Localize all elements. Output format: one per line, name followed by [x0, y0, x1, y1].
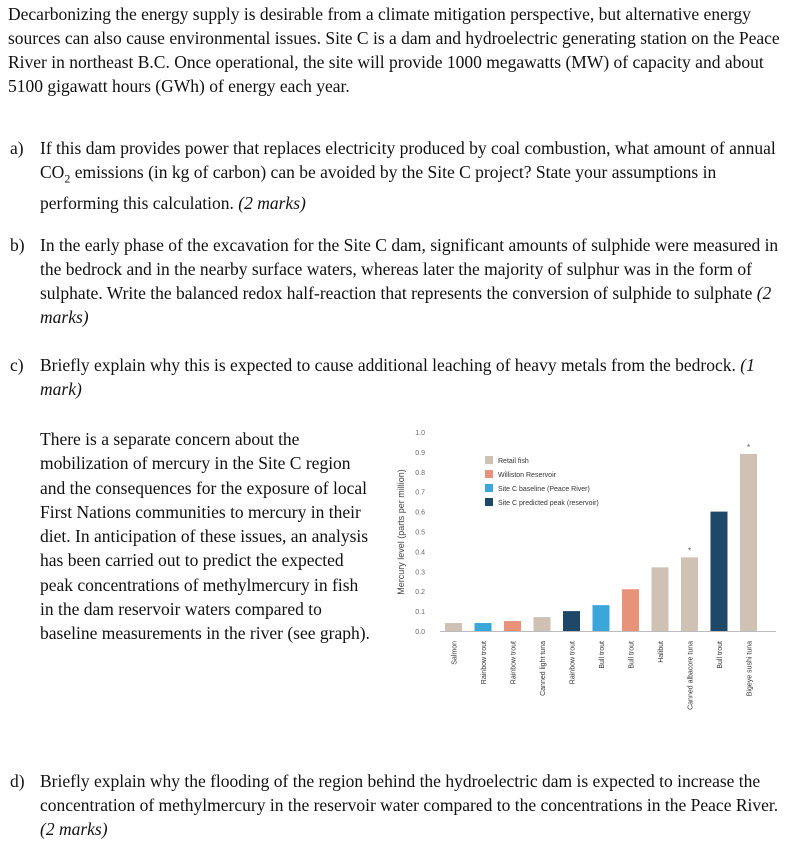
y-tick-label: 0.9 [415, 449, 425, 457]
legend-swatch [485, 470, 493, 478]
y-tick-label: 0.5 [415, 529, 425, 537]
mercury-bar-chart [388, 420, 788, 710]
bar-star-marker: * [687, 546, 692, 556]
chart-bar [593, 605, 610, 631]
chart-bar [622, 589, 639, 631]
question-c-marks: (1 mark) [40, 355, 755, 399]
chart-bar [475, 623, 492, 631]
question-b-marks: (2 marks) [40, 283, 772, 327]
y-tick-label: 1.0 [415, 430, 425, 437]
y-tick-label: 0.0 [415, 629, 425, 636]
chart-bar [711, 512, 728, 631]
x-tick-label: Halibut [658, 641, 665, 663]
legend-label: Site C baseline (Peace River) [498, 486, 590, 493]
y-tick-label: 0.6 [415, 509, 425, 517]
x-tick-label: Bull trout [628, 641, 636, 669]
question-a-label: a) [10, 138, 24, 158]
question-c-text: Briefly explain why this is expected to cause additional leaching of heavy metals from the bedrock. (1 mark) [40, 355, 755, 399]
bar-star-marker: * [746, 442, 751, 452]
legend-label: Williston Reservoir [498, 472, 556, 479]
legend-swatch [485, 498, 493, 506]
legend-label: Retail fish [498, 458, 529, 465]
chart-bar [681, 557, 698, 631]
x-tick-label: Rainbow trout [481, 641, 488, 685]
question-a-text: If this dam provides power that replaces electricity produced by coal combustion, what amount of annual $CO_2$ emissions (in kg of carbon) can be avoided by the Site C project? State your assumptions in performing this calculation. (2 marks) [40, 138, 776, 213]
x-tick-label: Bigeye sushi tuna [746, 641, 754, 697]
question-d-label: d) [10, 771, 25, 791]
y-tick-label: 0.7 [415, 489, 425, 497]
chart-bar [563, 611, 580, 631]
legend-swatch [485, 456, 493, 464]
x-tick-label: Canned albacore tuna [687, 641, 695, 710]
x-tick-label: Bull trout [717, 641, 724, 669]
chart-bar [534, 617, 551, 631]
chart-bar [445, 623, 462, 631]
y-axis-label: Mercury level (parts per million) [396, 469, 406, 595]
question-b-text: In the early phase of the excavation for the Site C dam, significant amounts of sulphide were measured in the bedrock and in the nearby surface waters, whereas later the majority of sulphur was in the form of sulphate. Write the balanced redox half-reaction that represents the conversion of sulphide to sulphate (2 marks) [40, 235, 779, 327]
chart-bar [504, 621, 521, 631]
y-tick-label: 0.1 [415, 609, 425, 617]
x-tick-label: Canned light tuna [540, 641, 547, 696]
y-tick-label: 0.2 [415, 589, 425, 597]
chart-bar [652, 567, 669, 631]
question-d-text: Briefly explain why the flooding of the region behind the hydroelectric dam is expected to increase the concentration of methylmercury in the reservoir water compared to the concentrations in the Peace River. (2 marks) [40, 771, 779, 839]
question-c-label: c) [10, 355, 24, 375]
x-tick-label: Rainbow trout [569, 641, 577, 685]
x-tick-label: Rainbow trout [510, 641, 518, 685]
mercury-paragraph: There is a separate concern about the mobilization of mercury in the Site C region and the consequences for the exposure of local First Nations communities to mercury in their diet. In anticipation of these issues, an analysis has been carried out to predict the expected peak concentrations of methylmercury in fish in the dam reservoir waters compared to baseline measurements in the river (see graph). [40, 429, 370, 644]
x-tick-label: Salmon [451, 641, 459, 665]
y-tick-label: 0.8 [415, 469, 425, 477]
legend-swatch [485, 484, 493, 492]
intro-paragraph: Decarbonizing the energy supply is desirable from a climate mitigation perspective, but alternative energy sources can also cause environmental issues. Site C is a dam and hydroelectric generating station on the Peace River in northeast B.C. Once operational, the site will provide 1000 megawatts (MW) of capacity and about 5100 gigawatt hours (GWh) of energy each year. [8, 4, 780, 96]
y-tick-label: 0.3 [415, 569, 425, 577]
question-d-marks: (2 marks) [40, 819, 108, 839]
legend-label: Site C predicted peak (reservoir) [498, 500, 599, 507]
y-tick-label: 0.4 [415, 549, 425, 557]
question-b-label: b) [10, 235, 25, 255]
x-tick-label: Bull trout [599, 641, 606, 669]
question-a-marks: (2 marks) [238, 192, 306, 213]
chart-bar [740, 454, 757, 631]
